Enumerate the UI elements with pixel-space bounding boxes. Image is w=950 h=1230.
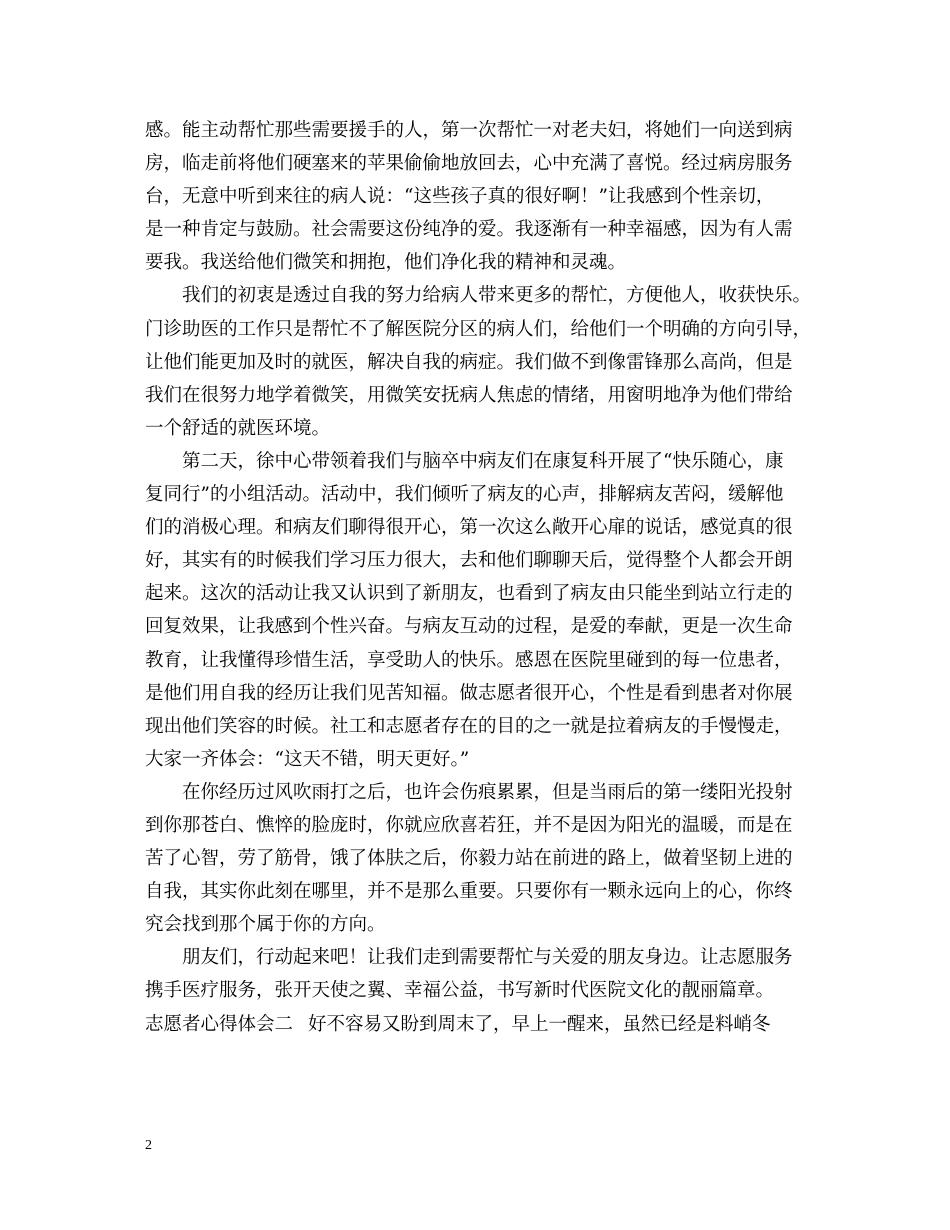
text-line: 携手医疗服务，张开天使之翼、幸福公益，书写新时代医院文化的靓丽篇章。 — [145, 980, 775, 1002]
text-line: 现出他们笑容的时候。社工和志愿者存在的目的之一就是拉着病友的手慢慢走， — [145, 715, 793, 737]
paragraph-first-line: 在你经历过风吹雨打之后，也许会伤痕累累，但是当雨后的第一缕阳光投射 — [182, 781, 793, 803]
text-line: 门诊助医的工作只是帮忙不了解医院分区的病人们，给他们一个明确的方向引导， — [145, 318, 812, 340]
text-line: 回复效果，让我感到个性兴奋。与病友互动的过程，是爱的奉献，更是一次生命 — [145, 616, 793, 638]
section-first-line: 好不容易又盼到周末了，早上一醒来，虽然已经是料峭冬 — [308, 1013, 771, 1035]
text-line: 让他们能更加及时的就医，解决自我的病症。我们做不到像雷锋那么高尚，但是 — [145, 351, 793, 373]
text-line: 要我。我送给他们微笑和拥抱，他们净化我的精神和灵魂。 — [145, 252, 627, 274]
paragraph-first-line: 朋友们，行动起来吧！让我们走到需要帮忙与关爱的朋友身边。让志愿服务 — [182, 947, 793, 969]
text-line: 教育，让我懂得珍惜生活，享受助人的快乐。感恩在医院里碰到的每一位患者， — [145, 649, 793, 671]
text-line: 台，无意中听到来往的病人说：“这些孩子真的很好啊！”让我感到个性亲切， — [145, 186, 775, 208]
section-heading-line — [145, 1008, 835, 1041]
text-line: 复同行”的小组活动。活动中，我们倾听了病友的心声，排解病友苦闷，缓解他 — [145, 484, 784, 506]
text-line: 到你那苍白、憔悴的脸庞时，你就应欣喜若狂，并不是因为阳光的温暖，而是在 — [145, 814, 793, 836]
text-line: 感。能主动帮忙那些需要援手的人，第一次帮忙一对老夫妇，将她们一向送到病 — [145, 120, 793, 141]
text-line: 们的消极心理。和病友们聊得很开心，第一次这么敞开心扉的说话，感觉真的很 — [145, 517, 793, 539]
text-line: 是他们用自我的经历让我们见苦知福。做志愿者很开心，个性是看到患者对你展 — [145, 682, 793, 704]
paragraph-first-line: 我们的初衷是透过自我的努力给病人带来更多的帮忙，方便他人，收获快乐。 — [182, 285, 812, 307]
body-text — [145, 114, 835, 1041]
text-line: 房，临走前将他们硬塞来的苹果偷偷地放回去，心中充满了喜悦。经过病房服务 — [145, 153, 793, 175]
text-line: 是一种肯定与鼓励。社会需要这份纯净的爱。我逐渐有一种幸福感，因为有人需 — [145, 219, 793, 241]
text-line: 苦了心智，劳了筋骨，饿了体肤之后，你毅力站在前进的路上，做着坚韧上进的 — [145, 848, 793, 870]
text-line: 好，其实有的时候我们学习压力很大，去和他们聊聊天后，觉得整个人都会开朗 — [145, 550, 793, 572]
section-heading: 志愿者心得体会二 — [145, 1013, 294, 1035]
page-number: 2 — [145, 1138, 152, 1153]
paragraph-first-line: 第二天，徐中心带领着我们与脑卒中病友们在康复科开展了“快乐随心，康 — [182, 450, 784, 472]
text-line: 究会找到那个属于你的方向。 — [145, 914, 386, 936]
text-line: 自我，其实你此刻在哪里，并不是那么重要。只要你有一颗永远向上的心，你终 — [145, 881, 793, 903]
text-line: 大家一齐体会：“这天不错，明天更好。” — [145, 748, 470, 770]
text-line: 一个舒适的就医环境。 — [145, 417, 331, 439]
text-line: 起来。这次的活动让我又认识到了新朋友，也看到了病友由只能坐到站立行走的 — [145, 583, 793, 605]
text-line: 我们在很努力地学着微笑，用微笑安抚病人焦虑的情绪，用窗明地净为他们带给 — [145, 384, 793, 406]
